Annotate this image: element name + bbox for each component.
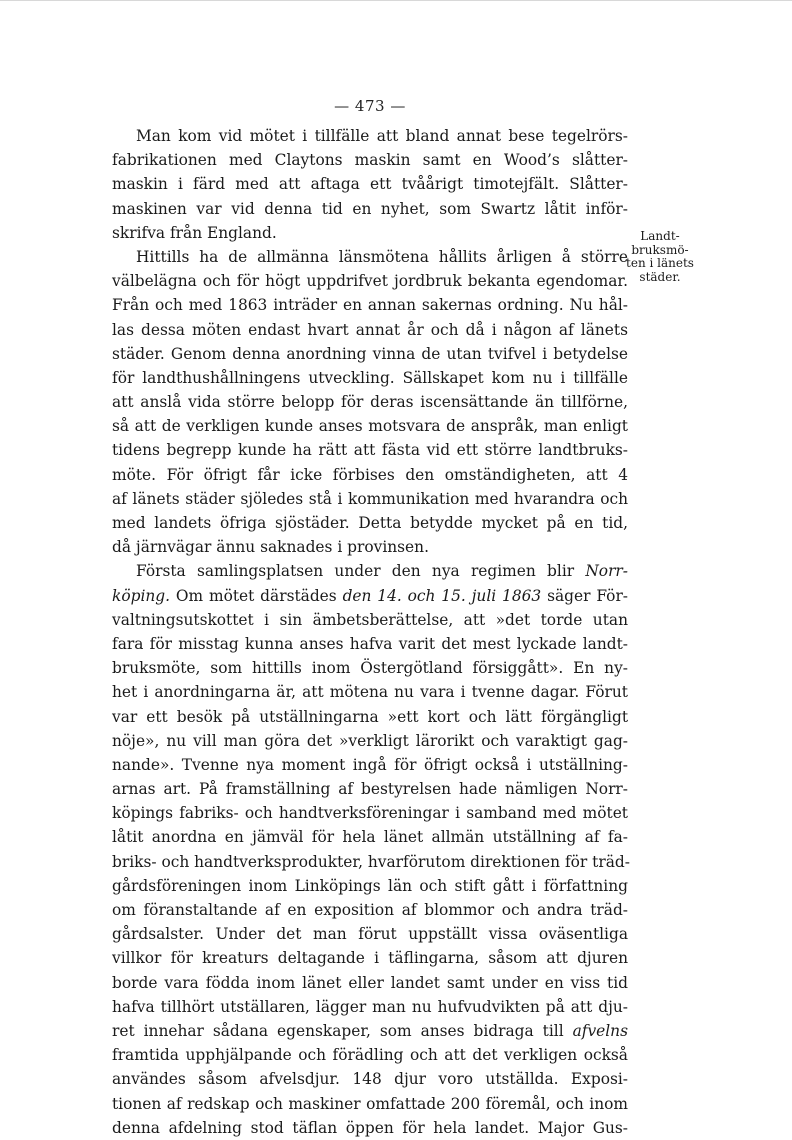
text-line: valtningsutskottet i sin ämbetsberättelse, att »det torde utan [112,610,628,629]
text-line: med landets öfriga sjöstäder. Detta betydde mycket på en tid, [112,514,628,532]
margin-note-line: ten i länets [626,256,694,270]
text-line: välbelägna och för högt uppdrifvet jordbruk bekanta egendomar. [112,272,628,291]
text-line: nande». Tvenne nya moment ingå för öfrigt också i utställning- [112,755,628,774]
text-line: denna afdelning stod täflan öppen för hela landet. Major Gus- [112,1118,628,1137]
margin-note [604,230,716,284]
text-line: villkor för kreaturs deltagande i täflingarna, såsom att djuren [112,949,628,968]
text-line: att anslå vida större belopp för deras iscensättande än tillförne, [112,393,628,412]
text-line: låtit anordna en jämväl för hela länet allmän utställning af fa- [112,828,628,847]
text-line: gårdsföreningen inom Linköpings län och stift gått i författning [112,876,628,895]
text-line: briks- och handtverksprodukter, hvarförutom direktionen för träd- [112,852,630,871]
text-line: för landthushållningens utveckling. Sällskapet kom nu i tillfälle [112,368,628,387]
text-line: fara för misstag kunna anses hafva varit det mest lyckade landt- [112,634,628,653]
text-line: het i anordningarna är, att mötena nu vara i tvenne dagar. Förut [112,683,628,702]
text-line: gårdsalster. Under det man förut uppställt vissa oväsentliga [112,925,628,944]
text-line: las dessa möten endast hvart annat år och då i någon af länets [112,320,628,339]
text-line: Första samlingsplatsen under den nya regimen blir Norr- [136,562,628,581]
margin-note-line: bruksmö- [631,242,689,257]
text-line: användes såsom afvelsdjur. 148 djur voro utställda. Exposi- [112,1070,628,1089]
text-line: maskin i färd med att aftaga ett tvåårigt timotejfält. Slåtter- [112,175,628,194]
text-line: så att de verkligen kunde anses motsvara de anspråk, man enligt [112,417,628,436]
margin-note-line: städer. [639,269,681,284]
text-line: fabrikationen med Claytons maskin samt en Wood’s slåtter- [112,151,628,170]
text-line: nöje», nu vill man göra det »verkligt lärorikt och varaktigt gag- [112,731,628,750]
text-line: Från och med 1863 inträder en annan sakernas ordning. Nu hål- [112,296,628,315]
text-line: borde vara födda inom länet eller landet samt under en viss tid [112,973,628,992]
text-line: tidens begrepp kunde ha rätt att fästa vid ett större landtbruks- [112,441,628,460]
text-line: ret innehar sådana egenskaper, som anses bidraga till afvelns [112,1021,628,1040]
text-line: arnas art. På framställning af bestyrelsen hade nämligen Norr- [112,780,628,799]
text-line: köping. Om mötet därstädes den 14. och 15. juli 1863 säger För- [112,586,629,605]
text-line: var ett besök på utställningarna »ett kort och lätt förgängligt [112,707,628,726]
text-line: om föranstaltande af en exposition af blommor och andra träd- [112,901,628,919]
page-number: — 473 — [334,97,406,115]
text-line: bruksmöte, som hittills inom Östergötland försiggått». En ny- [112,659,628,678]
text-line: Hittills ha de allmänna länsmötena hållits årligen å större [136,247,628,266]
text-line: maskinen var vid denna tid en nyhet, som Swartz låtit inför- [112,199,628,218]
margin-note-line: Landt- [640,229,680,243]
text-line: köpings fabriks- och handtverksföreningar i samband med mötet [112,804,628,823]
text-line: möte. För öfrigt får icke förbises den omständigheten, att 4 [112,465,628,484]
text-line: tionen af redskap och maskiner omfattade 200 föremål, och inom [112,1094,628,1113]
text-line: framtida upphjälpande och förädling och att det verkligen också [112,1046,628,1065]
body-text [112,124,628,1140]
text-line: Man kom vid mötet i tillfälle att bland annat bese tegelrörs- [136,127,628,145]
text-line: hafva tillhört utställaren, lägger man nu hufvudvikten på att dju- [112,997,628,1016]
text-line: af länets städer sjöledes stå i kommunikation med hvarandra och [112,489,628,508]
text-line: skrifva från England. [112,223,277,242]
text-line: då järnvägar ännu saknades i provinsen. [112,538,429,557]
text-line: städer. Genom denna anordning vinna de utan tvifvel i betydelse [112,344,628,363]
scan-edge [0,0,792,1]
